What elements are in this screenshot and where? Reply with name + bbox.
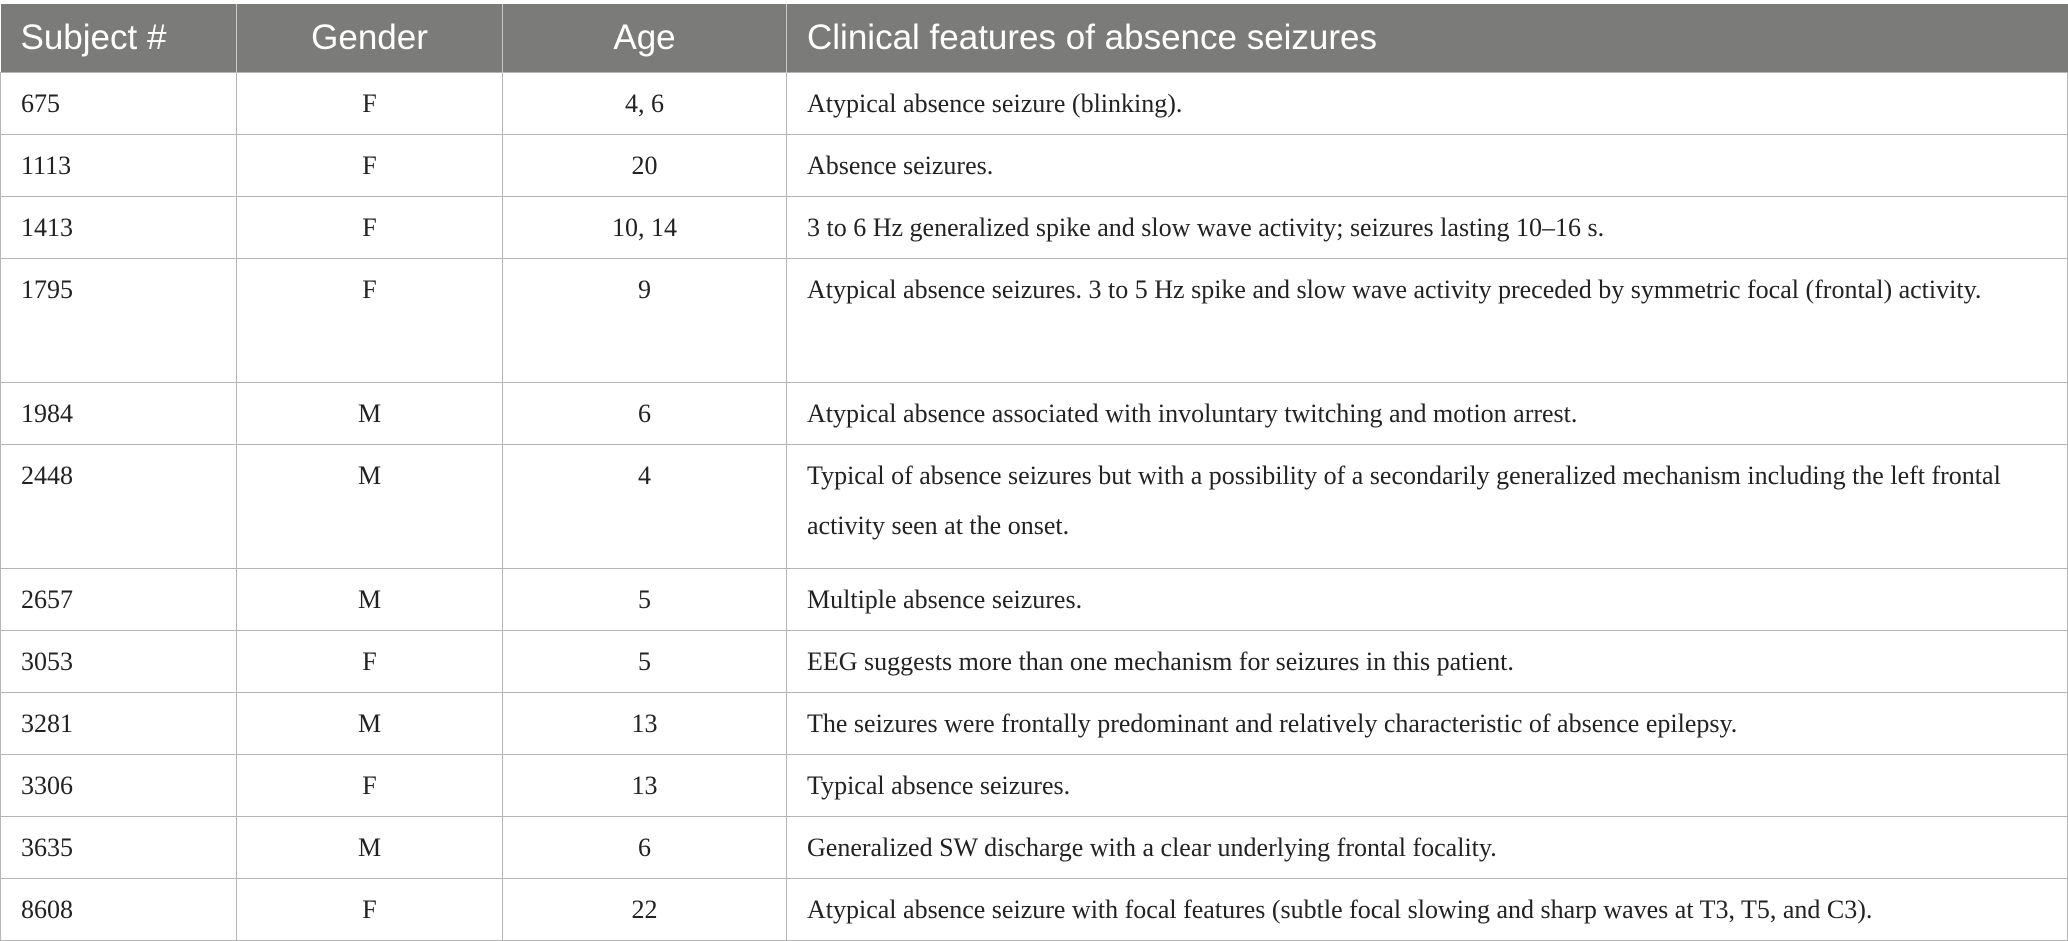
cell-gender: M bbox=[237, 383, 503, 445]
cell-subject: 1984 bbox=[1, 383, 237, 445]
clinical-features-table-container bbox=[0, 4, 2068, 941]
table-row bbox=[1, 135, 2068, 197]
table-row bbox=[1, 569, 2068, 631]
table-body bbox=[1, 73, 2068, 941]
cell-age: 4 bbox=[503, 445, 787, 569]
cell-subject: 3053 bbox=[1, 631, 237, 693]
cell-gender: F bbox=[237, 755, 503, 817]
cell-gender: F bbox=[237, 73, 503, 135]
clinical-features-table bbox=[0, 4, 2068, 941]
table-row bbox=[1, 879, 2068, 941]
table-row bbox=[1, 817, 2068, 879]
cell-features: Atypical absence seizure with focal features (subtle focal slowing and sharp waves at T3, T5, and C3). bbox=[787, 879, 2068, 941]
cell-subject: 2448 bbox=[1, 445, 237, 569]
table-row bbox=[1, 755, 2068, 817]
cell-age: 22 bbox=[503, 879, 787, 941]
cell-gender: F bbox=[237, 879, 503, 941]
cell-age: 6 bbox=[503, 383, 787, 445]
cell-gender: M bbox=[237, 445, 503, 569]
cell-subject: 675 bbox=[1, 73, 237, 135]
table-row bbox=[1, 73, 2068, 135]
cell-gender: M bbox=[237, 693, 503, 755]
cell-age: 5 bbox=[503, 631, 787, 693]
cell-features: Typical absence seizures. bbox=[787, 755, 2068, 817]
cell-subject: 1113 bbox=[1, 135, 237, 197]
header-age: Age bbox=[503, 4, 787, 73]
cell-age: 13 bbox=[503, 755, 787, 817]
cell-gender: F bbox=[237, 197, 503, 259]
cell-features: Multiple absence seizures. bbox=[787, 569, 2068, 631]
header-gender: Gender bbox=[237, 4, 503, 73]
cell-features: Generalized SW discharge with a clear underlying frontal focality. bbox=[787, 817, 2068, 879]
cell-gender: F bbox=[237, 135, 503, 197]
cell-subject: 1795 bbox=[1, 259, 237, 383]
cell-features: The seizures were frontally predominant and relatively characteristic of absence epilepsy. bbox=[787, 693, 2068, 755]
cell-subject: 3635 bbox=[1, 817, 237, 879]
cell-gender: F bbox=[237, 259, 503, 383]
table-row bbox=[1, 693, 2068, 755]
table-row bbox=[1, 259, 2068, 383]
cell-subject: 3281 bbox=[1, 693, 237, 755]
cell-features: 3 to 6 Hz generalized spike and slow wave activity; seizures lasting 10–16 s. bbox=[787, 197, 2068, 259]
cell-subject: 3306 bbox=[1, 755, 237, 817]
table-header bbox=[1, 4, 2068, 73]
table-row bbox=[1, 631, 2068, 693]
cell-features: Atypical absence seizures. 3 to 5 Hz spike and slow wave activity preceded by symmetric focal (frontal) activity. bbox=[787, 259, 2068, 383]
cell-age: 13 bbox=[503, 693, 787, 755]
table-row bbox=[1, 197, 2068, 259]
cell-features: Atypical absence seizure (blinking). bbox=[787, 73, 2068, 135]
cell-age: 5 bbox=[503, 569, 787, 631]
cell-gender: M bbox=[237, 569, 503, 631]
cell-features: Atypical absence associated with involuntary twitching and motion arrest. bbox=[787, 383, 2068, 445]
cell-gender: M bbox=[237, 817, 503, 879]
header-subject: Subject # bbox=[1, 4, 237, 73]
header-clinical-features: Clinical features of absence seizures bbox=[787, 4, 2068, 73]
cell-subject: 8608 bbox=[1, 879, 237, 941]
cell-age: 20 bbox=[503, 135, 787, 197]
cell-subject: 2657 bbox=[1, 569, 237, 631]
cell-age: 10, 14 bbox=[503, 197, 787, 259]
cell-features: Absence seizures. bbox=[787, 135, 2068, 197]
table-row bbox=[1, 383, 2068, 445]
cell-features: EEG suggests more than one mechanism for seizures in this patient. bbox=[787, 631, 2068, 693]
cell-gender: F bbox=[237, 631, 503, 693]
cell-age: 9 bbox=[503, 259, 787, 383]
cell-age: 6 bbox=[503, 817, 787, 879]
header-row bbox=[1, 4, 2068, 73]
cell-features: Typical of absence seizures but with a possibility of a secondarily generalized mechanism including the left frontal activity seen at the onset. bbox=[787, 445, 2068, 569]
cell-age: 4, 6 bbox=[503, 73, 787, 135]
cell-subject: 1413 bbox=[1, 197, 237, 259]
table-row bbox=[1, 445, 2068, 569]
